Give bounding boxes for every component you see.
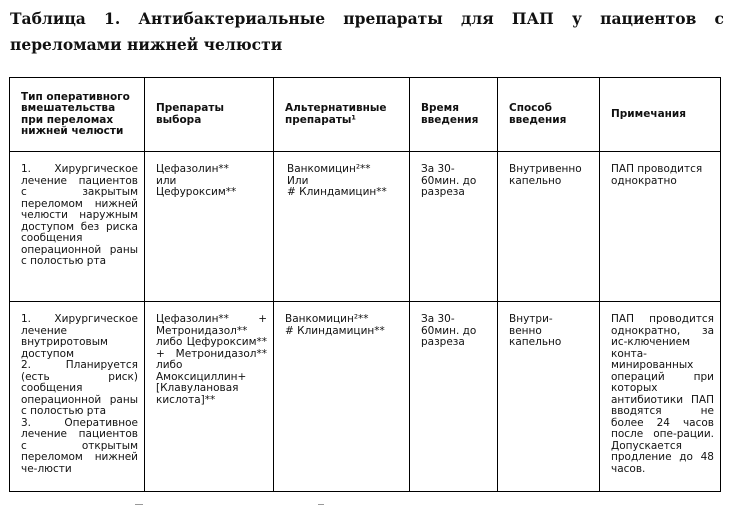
row2-alt: Ванкомицин²** xyxy=(285,313,369,325)
cropped-line-mark xyxy=(135,504,143,505)
row2-drugs: Цефазолин** + Метронидазол** либо Цефуроксим** + Метронидазол** либо Амоксициллин+ [Клавулановая кислота]** xyxy=(156,313,267,406)
row1-drug: Цефазолин** xyxy=(156,163,229,175)
header-cell xyxy=(498,78,600,152)
row2-type xyxy=(10,302,144,475)
table-header-row xyxy=(10,78,721,152)
header-time: Время введения xyxy=(421,102,479,126)
row1-drug: Цефуроксим** xyxy=(156,186,237,198)
row2-type-item: 2. Планируется (есть риск) сообщения операционной раны с полостью рта xyxy=(21,359,138,417)
row1-alt: # Клиндамицин** xyxy=(287,186,387,198)
table-cell xyxy=(410,302,498,492)
table-row xyxy=(10,152,721,302)
header-alternatives: Альтернативные препараты¹ xyxy=(285,102,387,126)
header-type: Тип оперативного вмешательства при переломах нижней челюсти xyxy=(21,90,130,137)
row1-drug: или xyxy=(156,174,177,187)
header-notes: Примечания xyxy=(611,107,687,120)
row2-alt: # Клиндамицин** xyxy=(285,324,385,337)
row1-notes: ПАП проводится однократно xyxy=(611,163,703,187)
header-cell xyxy=(145,78,274,152)
row2-type-item: 1. Хирургическое лечение внутриротовым доступом xyxy=(21,313,138,360)
header-route: Способ введения xyxy=(509,102,567,126)
header-drugs: Препараты выбора xyxy=(156,102,224,126)
cropped-line-mark xyxy=(318,504,324,505)
table-title: Таблица 1. Антибактериальные препараты для ПАП у пациентов с переломами нижней челюсти xyxy=(10,9,724,54)
row2-notes: ПАП проводится однократно, за ис-ключением конта-минированных операций при которых антибиотики ПАП вводятся не более 24 часов после опе-рации. Допускается продление до 48 часов. xyxy=(611,313,714,475)
header-cell xyxy=(410,78,498,152)
table-cell xyxy=(10,152,145,302)
table-cell xyxy=(600,152,721,302)
row1-alt: Ванкомицин²** xyxy=(287,163,371,175)
row1-route: Внутривенно капельно xyxy=(509,163,582,187)
table-cell xyxy=(498,152,600,302)
table-cell xyxy=(274,302,410,492)
header-cell xyxy=(10,78,145,152)
header-cell xyxy=(274,78,410,152)
row1-alternatives xyxy=(274,152,409,199)
row1-alt: Или xyxy=(287,174,309,187)
table-cell xyxy=(410,152,498,302)
table-cell xyxy=(145,152,274,302)
header-cell xyxy=(600,78,721,152)
table-cell xyxy=(600,302,721,492)
row1-drugs xyxy=(145,152,273,199)
table-cell xyxy=(274,152,410,302)
row1-time: За 30-60мин. до разреза xyxy=(421,163,477,198)
table-cell xyxy=(10,302,145,492)
row2-time: За 30-60мин. до разреза xyxy=(421,313,477,348)
row2-route: Внутри-венно капельно xyxy=(509,313,562,348)
row2-alternatives xyxy=(274,302,409,337)
table-row xyxy=(10,302,721,492)
table-cell xyxy=(145,302,274,492)
table-cell xyxy=(498,302,600,492)
antibiotic-table xyxy=(9,77,721,492)
row1-type: 1. Хирургическое лечение пациентов с закрытым переломом нижней челюсти наружным доступом без риска сообщения операционной раны с полостью рта xyxy=(21,163,138,267)
row2-type-item: 3. Оперативное лечение пациентов с открытым переломом нижней че-люсти xyxy=(21,416,138,475)
